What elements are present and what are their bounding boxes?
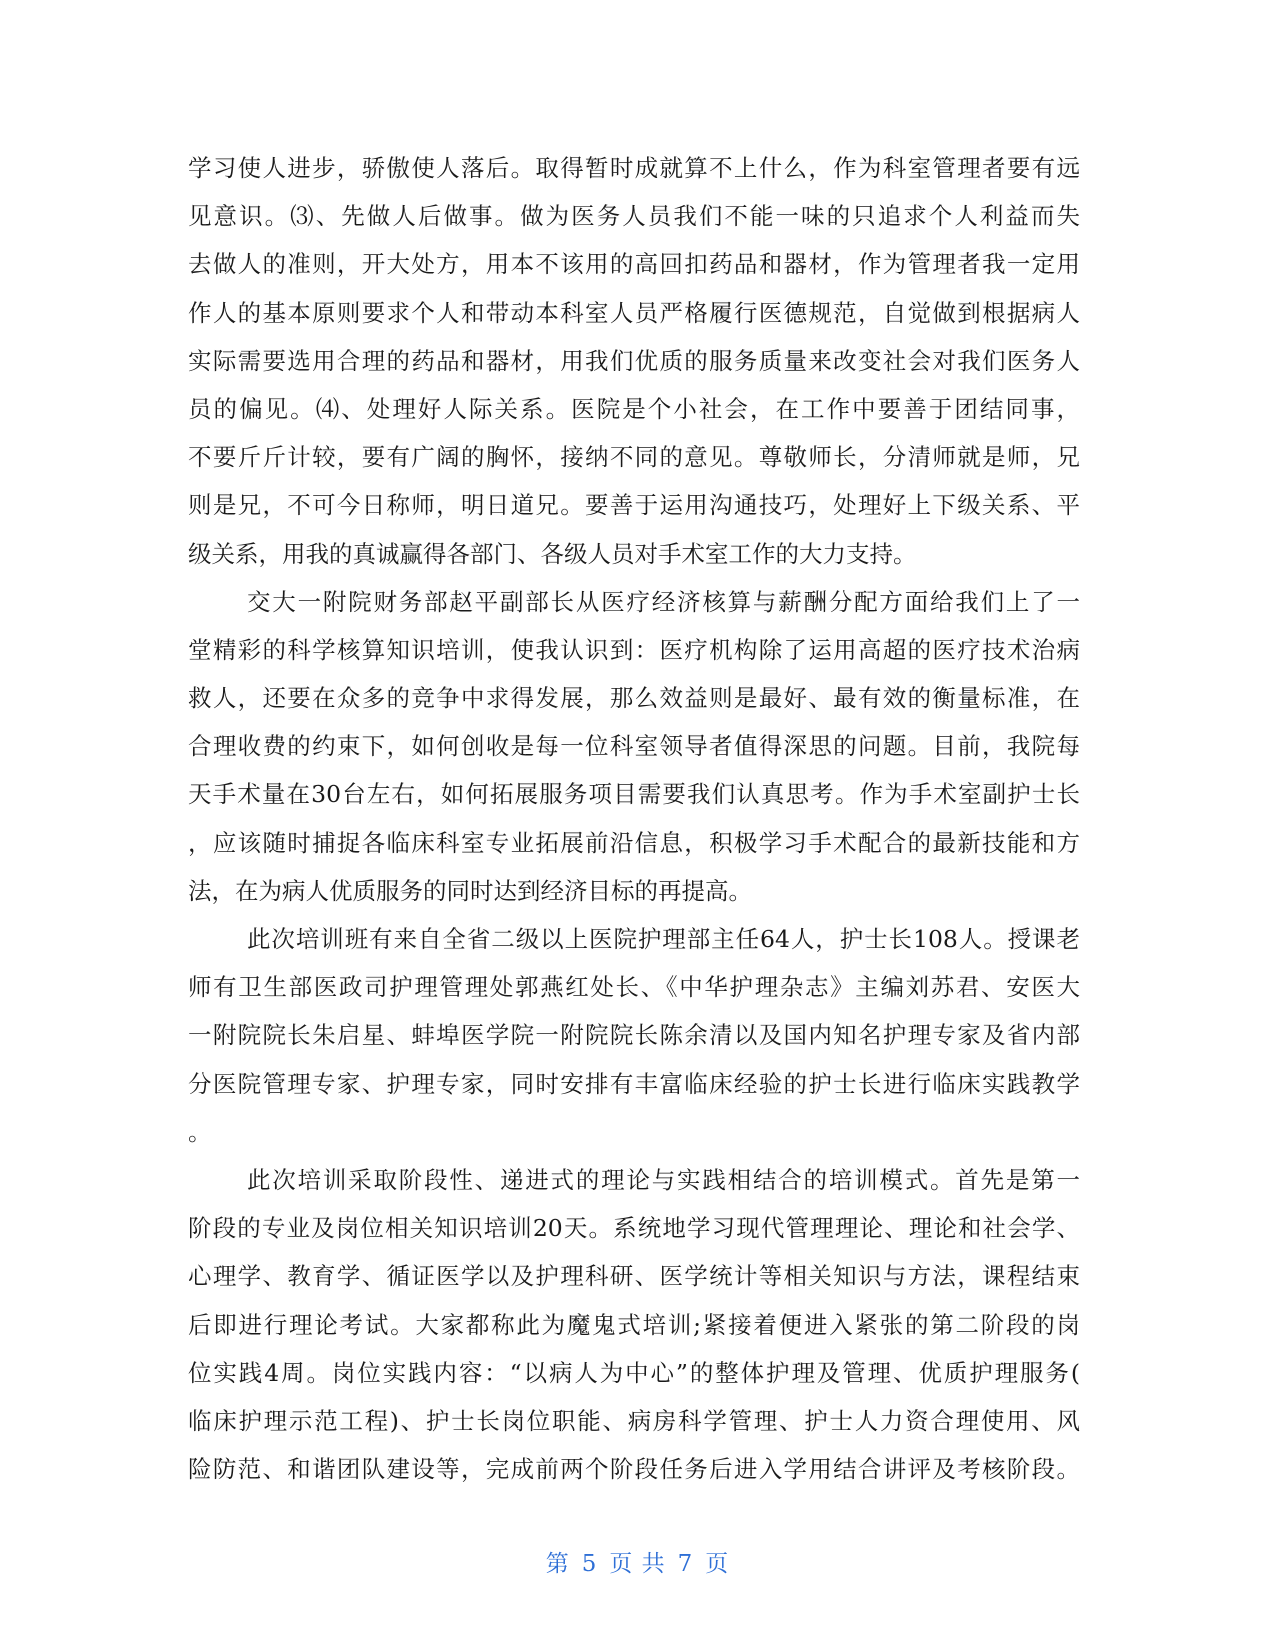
text-line: 去做人的准则，开大处方，用本不该用的高回扣药品和器材，作为管理者我一定用 [188,250,1080,279]
footer-current-page: 5 [581,1551,598,1577]
text-line: 见意识。⑶、先做人后做事。做为医务人员我们不能一味的只追求个人利益而失 [188,202,1080,231]
footer-middle: 页 共 [609,1551,666,1577]
text-line: 堂精彩的科学核算知识培训，使我认识到：医疗机构除了运用高超的医疗技术治病 [188,635,1080,664]
text-line: 。 [188,1117,212,1146]
text-line: 师有卫生部医政司护理管理处郭燕红处长、《中华护理杂志》主编刘苏君、安医大 [188,973,1080,1002]
footer-total-pages: 7 [677,1551,694,1577]
text-line: 阶段的专业及岗位相关知识培训20天。系统地学习现代管理理论、理论和社会学、 [188,1214,1080,1243]
text-line: 救人，还要在众多的竞争中求得发展，那么效益则是最好、最有效的衡量标准，在 [188,684,1080,713]
text-line: 合理收费的约束下，如何创收是每一位科室领导者值得深思的问题。目前，我院每 [188,732,1080,761]
text-line: 后即进行理论考试。大家都称此为魔鬼式培训;紧接着便进入紧张的第二阶段的岗 [188,1310,1080,1339]
text-line: 天手术量在30台左右，如何拓展服务项目需要我们认真思考。作为手术室副护士长 [188,780,1080,809]
text-line: 位实践4周。岗位实践内容：“以病人为中心”的整体护理及管理、优质护理服务( [188,1358,1080,1387]
footer-suffix: 页 [705,1551,730,1577]
paragraph-first-line: 交大一附院财务部赵平副部长从医疗经济核算与薪酬分配方面给我们上了一 [247,587,1080,616]
text-line: 险防范、和谐团队建设等，完成前两个阶段任务后进入学用结合讲评及考核阶段。 [188,1455,1080,1484]
footer-prefix: 第 [545,1551,570,1577]
text-line: 临床护理示范工程)、护士长岗位职能、病房科学管理、护士人力资合理使用、风 [188,1406,1080,1435]
page-number-footer [0,1545,1275,1578]
text-line: ，应该随时捕捉各临床科室专业拓展前沿信息，积极学习手术配合的最新技能和方 [188,828,1080,857]
body-text [188,144,1080,1493]
paragraph-first-line: 此次培训班有来自全省二级以上医院护理部主任64人，护士长108人。授课老 [247,925,1080,953]
text-line: 则是兄，不可今日称师，明日道兄。要善于运用沟通技巧，处理好上下级关系、平 [188,491,1080,520]
text-line: 员的偏见。⑷、处理好人际关系。医院是个小社会，在工作中要善于团结同事， [188,394,1080,423]
text-line: 不要斤斤计较，要有广阔的胸怀，接纳不同的意见。尊敬师长，分清师就是师，兄 [188,443,1080,472]
text-line: 实际需要选用合理的药品和器材，用我们优质的服务质量来改变社会对我们医务人 [188,346,1080,375]
text-line: 级关系，用我的真诚赢得各部门、各级人员对手术室工作的大力支持。 [188,539,917,568]
text-line: 学习使人进步，骄傲使人落后。取得暂时成就算不上什么，作为科室管理者要有远 [188,154,1080,182]
text-line: 心理学、教育学、循证医学以及护理科研、医学统计等相关知识与方法，课程结束 [188,1262,1080,1291]
paragraph-first-line: 此次培训采取阶段性、递进式的理论与实践相结合的培训模式。首先是第一 [247,1165,1080,1194]
text-line: 作人的基本原则要求个人和带动本科室人员严格履行医德规范，自觉做到根据病人 [188,298,1080,327]
text-line: 法，在为病人优质服务的同时达到经济目标的再提高。 [188,876,752,905]
text-line: 分医院管理专家、护理专家，同时安排有丰富临床经验的护士长进行临床实践教学 [188,1069,1080,1098]
text-line: 一附院院长朱启星、蚌埠医学院一附院院长陈余清以及国内知名护理专家及省内部 [188,1021,1080,1050]
